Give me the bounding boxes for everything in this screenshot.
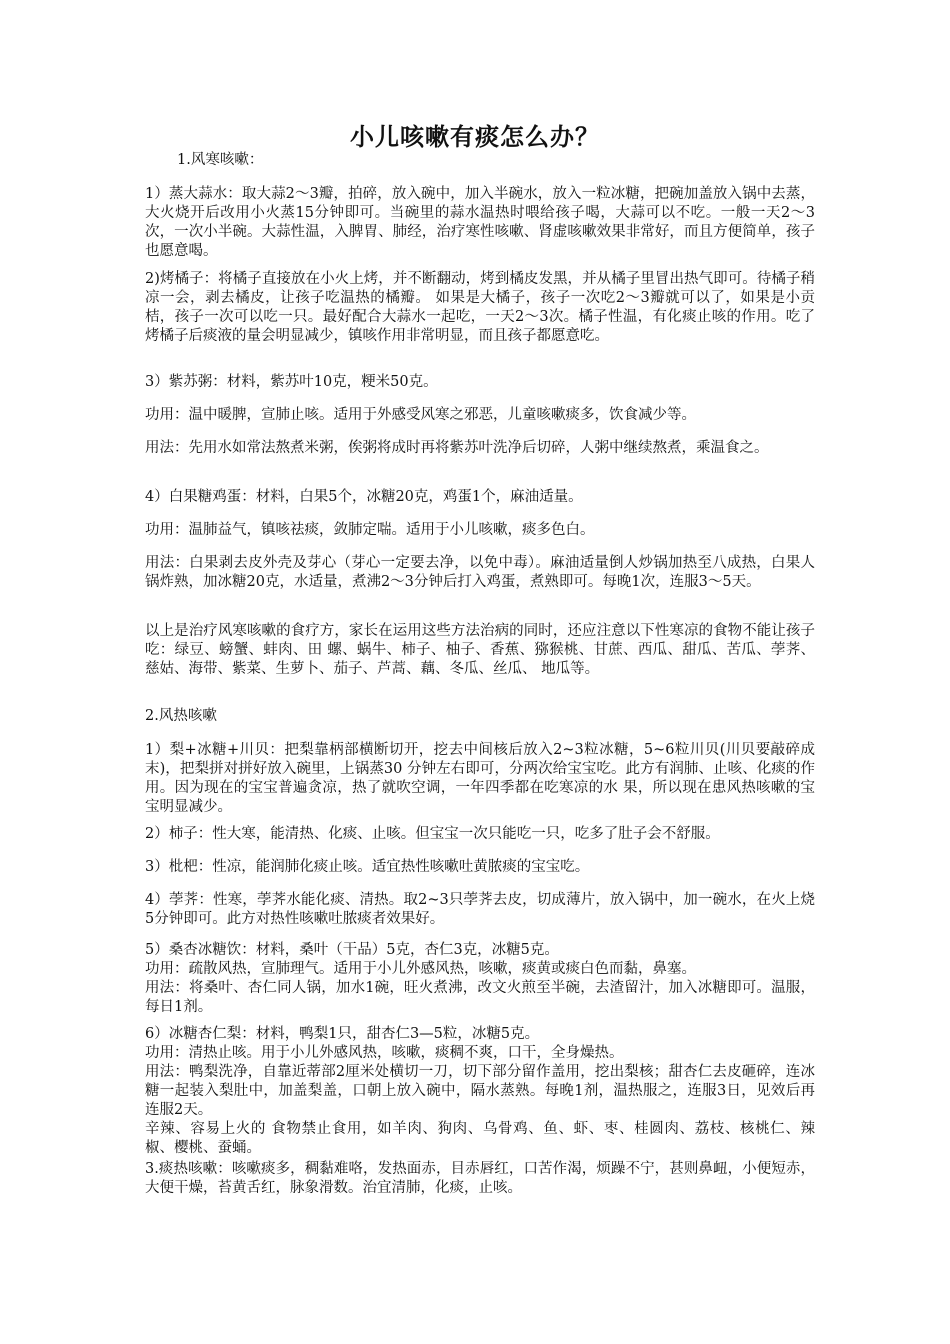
paragraph-garlic-water: 1）蒸大蒜水：取大蒜2～3瓣，拍碎，放入碗中，加入半碗水，放入一粒冰糖，把碗加盖放入锅中去蒸，大火烧开后改用小火蒸15分钟即可。当碗里的蒜水温热时喂给孩子喝，大蒜可以不吃。一般一天2～3次，一次小半碗。大蒜性温，入脾胃、肺经，治疗寒性咳嗽、肾虚咳嗽效果非常好，而且方便简单，孩子也愿意喝。 bbox=[145, 186, 815, 259]
section-heading-wind-cold: 1.风寒咳嗽： bbox=[177, 152, 264, 168]
paragraph-perilla-usage: 用法：先用水如常法熬煮米粥，俟粥将成时再将紫苏叶洗净后切碎，人粥中继续熬煮，乘温食之。 bbox=[145, 440, 769, 456]
paragraph-phlegm-heat: 3.痰热咳嗽：咳嗽痰多，稠黏难咯，发热面赤，目赤唇红，口苦作渴，烦躁不宁，甚则鼻衄，小便短赤，大便干燥，苔黄舌红，脉象滑数。治宜清肺，化痰，止咳。 bbox=[145, 1161, 815, 1196]
paragraph-pear-almond: 6）冰糖杏仁梨：材料，鸭梨1只，甜杏仁3—5粒，冰糖5克。 功用：清热止咳。用于小儿外感风热，咳嗽，痰稠不爽，口干，全身燥热。 用法：鸭梨洗净，自靠近蒂部2厘米处横切一刀，切下部分留作盖用，挖出梨核；甜杏仁去皮砸碎，连冰糖一起装入梨肚中，加盖梨盖，口朝上放入碗中，隔水蒸熟。每晚1剂，温热服之，连服3日，见效后再连服2天。 辛辣、容易上火的 食物禁止食用，如羊肉、狗肉、乌骨鸡、鱼、虾、枣、桂圆肉、荔枝、核桃仁、辣椒、樱桃、蚕蛹。 bbox=[145, 1026, 815, 1156]
paragraph-perilla-porridge: 3）紫苏粥：材料，紫苏叶10克，粳米50克。 bbox=[145, 374, 438, 390]
document-title: 小儿咳嗽有痰怎么办？ bbox=[350, 122, 600, 151]
paragraph-ginkgo-egg: 4）白果糖鸡蛋：材料，白果5个，冰糖20克，鸡蛋1个，麻油适量。 bbox=[145, 489, 583, 505]
paragraph-ginkgo-function: 功用：温肺益气，镇咳祛痰，敛肺定喘。适用于小儿咳嗽，痰多色白。 bbox=[145, 522, 595, 538]
paragraph-pear-fritillary: 1）梨+冰糖+川贝：把梨靠柄部横断切开，挖去中间核后放入2~3粒冰糖，5~6粒川贝(川贝要敲碎成末)，把梨拼对拼好放入碗里，上锅蒸30 分钟左右即可，分两次给宝宝吃。此方有润肺、止咳、化痰的作用。因为现在的宝宝普遍贪凉，热了就吹空调，一年四季都在吃寒凉的水 果，所以现在患风热咳嗽的宝宝明显减少。 bbox=[145, 742, 815, 815]
paragraph-mulberry-apricot: 5）桑杏冰糖饮：材料，桑叶（干品）5克，杏仁3克，冰糖5克。 功用：疏散风热，宣肺理气。适用于小儿外感风热，咳嗽，痰黄或痰白色而黏，鼻塞。 用法：将桑叶、杏仁同人锅，加水1碗，旺火煮沸，改文火煎至半碗，去渣留汁，加入冰糖即可。温服，每日1剂。 bbox=[145, 942, 815, 1015]
section-heading-wind-heat: 2.风热咳嗽 bbox=[145, 708, 217, 724]
paragraph-cold-food-note: 以上是治疗风寒咳嗽的食疗方，家长在运用这些方法治病的同时，还应注意以下性寒凉的食物不能让孩子吃：绿豆、螃蟹、蚌肉、田 螺、蜗牛、柿子、柚子、香蕉、猕猴桃、甘蔗、西瓜、甜瓜、苦瓜、荸荠、慈姑、海带、紫菜、生萝卜、茄子、芦蒿、藕、冬瓜、丝瓜、 地瓜等。 bbox=[145, 623, 815, 677]
paragraph-perilla-function: 功用：温中暖脾，宣肺止咳。适用于外感受风寒之邪恶，儿童咳嗽痰多，饮食减少等。 bbox=[145, 407, 696, 423]
paragraph-persimmon: 2）柿子：性大寒，能清热、化痰、止咳。但宝宝一次只能吃一只，吃多了肚子会不舒服。 bbox=[145, 826, 720, 842]
paragraph-roasted-orange: 2)烤橘子：将橘子直接放在小火上烤，并不断翻动，烤到橘皮发黑，并从橘子里冒出热气即可。待橘子稍凉一会，剥去橘皮，让孩子吃温热的橘瓣。 如果是大橘子，孩子一次吃2～3瓣就可以了，如果是小贡桔，孩子一次可以吃一只。最好配合大蒜水一起吃，一天2～3次。橘子性温，有化痰止咳的作用。吃了烤橘子后痰液的量会明显减少，镇咳作用非常明显，而且孩子都愿意吃。 bbox=[145, 271, 815, 344]
paragraph-loquat: 3）枇杷：性凉，能润肺化痰止咳。适宜热性咳嗽吐黄脓痰的宝宝吃。 bbox=[145, 859, 590, 875]
paragraph-water-chestnut: 4）荸荠：性寒，荸荠水能化痰、清热。取2~3只荸荠去皮，切成薄片，放入锅中，加一碗水，在火上烧5分钟即可。此方对热性咳嗽吐脓痰者效果好。 bbox=[145, 892, 815, 927]
paragraph-ginkgo-usage: 用法：白果剥去皮外壳及芽心（芽心一定要去净，以免中毒）。麻油适量倒人炒锅加热至八成热，白果人锅炸熟，加冰糖20克，水适量，煮沸2～3分钟后打入鸡蛋，煮熟即可。每晚1次，连服3～5天。 bbox=[145, 555, 815, 590]
